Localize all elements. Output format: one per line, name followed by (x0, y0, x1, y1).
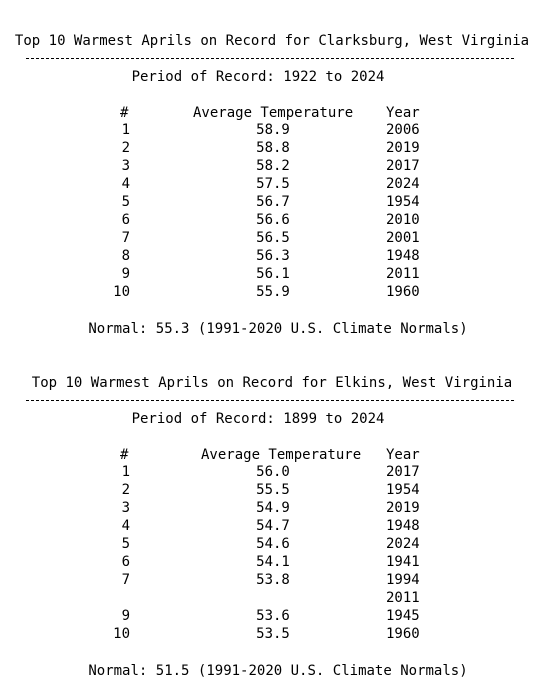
table-row (0, 590, 544, 608)
temperature-cell: 56.0 (256, 464, 290, 480)
year-cell: 1954 (386, 194, 420, 210)
column-header-year: Year (386, 105, 420, 121)
rank-cell: 3 (121, 500, 130, 516)
rank-cell: 4 (121, 518, 130, 534)
year-cell: 2019 (386, 500, 420, 516)
table-row (0, 266, 544, 284)
temperature-cell: 56.7 (256, 194, 290, 210)
table-row (0, 194, 544, 212)
temperature-cell: 54.9 (256, 500, 290, 516)
table-row (0, 248, 544, 266)
temperature-cell: 54.7 (256, 518, 290, 534)
rank-cell: 4 (121, 176, 130, 192)
column-header-rank: # (120, 447, 129, 463)
table-row (0, 140, 544, 158)
rank-cell: 3 (121, 158, 130, 174)
table-row (0, 626, 544, 644)
temperature-cell: 57.5 (256, 176, 290, 192)
year-cell: 2019 (386, 140, 420, 156)
section-title: Top 10 Warmest Aprils on Record for Elkins, West Virginia (31, 375, 513, 391)
rank-cell: 2 (121, 482, 130, 498)
rank-cell: 10 (113, 626, 130, 642)
year-cell: 2024 (386, 536, 420, 552)
year-cell: 1948 (386, 518, 420, 534)
rank-cell: 6 (121, 554, 130, 570)
rank-cell: 5 (121, 536, 130, 552)
year-cell: 1960 (386, 284, 420, 300)
year-cell: 1954 (386, 482, 420, 498)
temperature-cell: 56.6 (256, 212, 290, 228)
rank-cell: 9 (121, 608, 130, 624)
table-row (0, 500, 544, 518)
table-row (0, 284, 544, 302)
temperature-cell: 55.5 (256, 482, 290, 498)
normal-note: Normal: 51.5 (1991-2020 U.S. Climate Normals) (88, 663, 468, 679)
year-cell: 1945 (386, 608, 420, 624)
period-of-record: Period of Record: 1922 to 2024 (131, 69, 385, 85)
table-row (0, 464, 544, 482)
normal-note: Normal: 55.3 (1991-2020 U.S. Climate Normals) (88, 321, 468, 337)
temperature-cell: 53.5 (256, 626, 290, 642)
year-cell: 2010 (386, 212, 420, 228)
year-cell: 2011 (386, 590, 420, 606)
divider (26, 400, 514, 401)
temperature-cell: 56.3 (256, 248, 290, 264)
temperature-cell: 56.1 (256, 266, 290, 282)
table-row (0, 230, 544, 248)
temperature-cell: 58.8 (256, 140, 290, 156)
temperature-cell: 55.9 (256, 284, 290, 300)
rank-cell: 5 (121, 194, 130, 210)
rank-cell: 9 (121, 266, 130, 282)
period-of-record: Period of Record: 1899 to 2024 (131, 411, 385, 427)
year-cell: 1994 (386, 572, 420, 588)
year-cell: 2024 (386, 176, 420, 192)
table-row (0, 608, 544, 626)
rank-cell: 8 (121, 248, 130, 264)
year-cell: 2017 (386, 158, 420, 174)
table-row (0, 482, 544, 500)
temperature-cell: 56.5 (256, 230, 290, 246)
year-cell: 2017 (386, 464, 420, 480)
temperature-cell: 54.6 (256, 536, 290, 552)
year-cell: 2001 (386, 230, 420, 246)
table-row (0, 212, 544, 230)
temperature-cell: 58.2 (256, 158, 290, 174)
table-row (0, 176, 544, 194)
temperature-cell: 54.1 (256, 554, 290, 570)
rank-cell: 6 (121, 212, 130, 228)
rank-cell: 2 (121, 140, 130, 156)
temperature-cell: 53.8 (256, 572, 290, 588)
table-row (0, 518, 544, 536)
table-row (0, 536, 544, 554)
column-header-year: Year (386, 447, 420, 463)
year-cell: 2011 (386, 266, 420, 282)
divider (26, 58, 514, 59)
table-row (0, 122, 544, 140)
table-row (0, 554, 544, 572)
temperature-cell: 58.9 (256, 122, 290, 138)
column-header-rank: # (120, 105, 129, 121)
year-cell: 1948 (386, 248, 420, 264)
temperature-cell: 53.6 (256, 608, 290, 624)
rank-cell: 10 (113, 284, 130, 300)
column-header-average-temperature: Average Temperature (193, 105, 354, 121)
rank-cell: 1 (121, 122, 130, 138)
table-row (0, 572, 544, 590)
rank-cell: 7 (121, 230, 130, 246)
column-header-average-temperature: Average Temperature (201, 447, 362, 463)
rank-cell: 7 (121, 572, 130, 588)
rank-cell: 1 (121, 464, 130, 480)
section-title: Top 10 Warmest Aprils on Record for Clarksburg, West Virginia (14, 33, 530, 49)
year-cell: 1960 (386, 626, 420, 642)
year-cell: 2006 (386, 122, 420, 138)
year-cell: 1941 (386, 554, 420, 570)
table-row (0, 158, 544, 176)
